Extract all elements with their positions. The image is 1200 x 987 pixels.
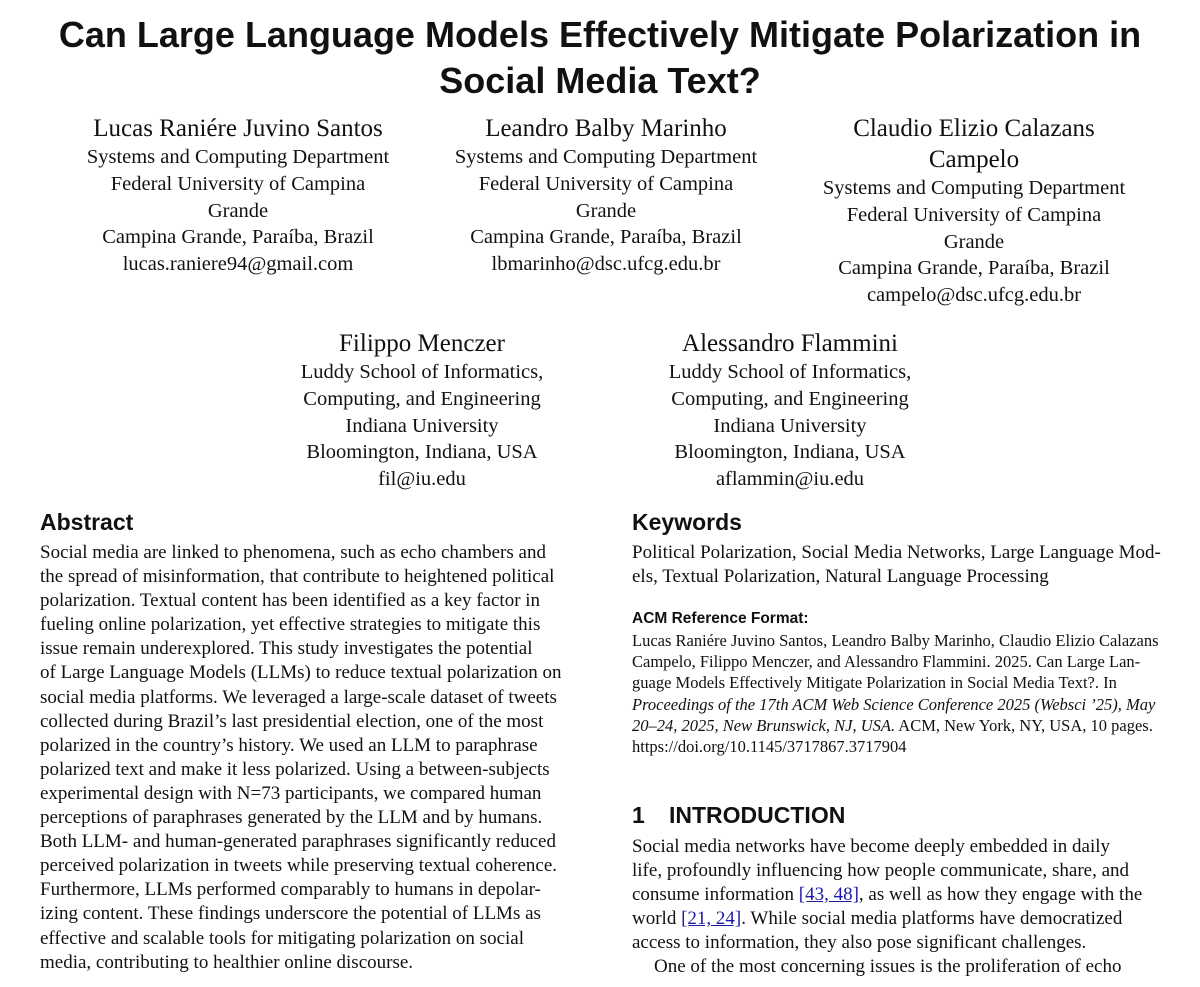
author-location: Campina Grande, Paraíba, Brazil	[102, 226, 374, 249]
title-line: Can Large Language Models Effectively Mitigate Polarization in	[58, 14, 1142, 55]
keywords-line: Political Polarization, Social Media Networks, Large Language Mod-	[632, 542, 1161, 563]
author-institution: Grande	[943, 230, 1005, 253]
author-institution: Federal University of Campina	[110, 172, 366, 195]
abstract-line: fueling online polarization, yet effective strategies to mitigate this	[40, 614, 541, 636]
intro-line	[632, 883, 1177, 907]
author-location: Bloomington, Indiana, USA	[674, 441, 906, 464]
abstract-line: experimental design with N=73 participants, we compared human	[40, 782, 542, 804]
proceedings-title: Proceedings of the 17th ACM Web Science Conference 2025 (Websci ’25), May	[632, 694, 1156, 714]
abstract-line: effective and scalable tools for mitigating polarization on social	[40, 927, 524, 949]
citation-link[interactable]: [43, 48]	[798, 884, 859, 906]
intro-line	[632, 907, 1177, 931]
abstract-line: the spread of misinformation, that contribute to heightened political	[40, 566, 555, 588]
acm-reference-line	[632, 694, 1182, 715]
title-line: Social Media Text?	[439, 60, 761, 101]
intro-text: , as well as how they engage with the	[858, 884, 1143, 906]
author-email[interactable]: lbmarinho@dsc.ufcg.edu.br	[491, 253, 721, 276]
author-department: Computing, and Engineering	[671, 387, 909, 410]
acm-reference-body	[632, 630, 1182, 757]
author-block	[436, 113, 776, 278]
abstract-line: issue remain underexplored. This study investigates the potential	[40, 638, 533, 660]
author-name: Claudio Elizio Calazans	[853, 115, 1095, 142]
introduction-body	[632, 835, 1177, 980]
abstract-line: of Large Language Models (LLMs) to reduce textual polarization on	[40, 662, 562, 684]
section-title: INTRODUCTION	[669, 802, 846, 828]
author-institution: Federal University of Campina	[846, 203, 1102, 226]
keywords-heading: Keywords	[632, 509, 742, 535]
author-block	[800, 113, 1148, 309]
acm-reference-heading: ACM Reference Format:	[632, 610, 809, 627]
paper-title	[0, 12, 1200, 104]
author-department: Computing, and Engineering	[303, 387, 541, 410]
abstract-line: collected during Brazil’s last presidential election, one of the most	[40, 710, 544, 732]
author-institution: Grande	[207, 199, 269, 222]
intro-text: consume information	[632, 884, 799, 906]
intro-line: life, profoundly influencing how people communicate, share, and	[632, 860, 1130, 882]
author-location: Bloomington, Indiana, USA	[306, 441, 538, 464]
author-department: Systems and Computing Department	[454, 146, 758, 168]
abstract-line: polarized in the country’s history. We used an LLM to paraphrase	[40, 734, 538, 756]
author-institution: Grande	[575, 199, 637, 222]
author-email[interactable]: fil@iu.edu	[378, 468, 466, 491]
publisher-info: ACM, New York, NY, USA, 10 pages.	[895, 715, 1153, 735]
author-block	[70, 113, 406, 278]
abstract-line: polarization. Textual content has been identified as a key factor in	[40, 590, 541, 612]
abstract-body	[40, 541, 585, 975]
author-email[interactable]: lucas.raniere94@gmail.com	[122, 253, 354, 276]
acm-reference-line: Campelo, Filippo Menczer, and Alessandro Flammini. 2025. Can Large Lan-	[632, 652, 1141, 672]
author-email[interactable]: aflammin@iu.edu	[715, 468, 865, 491]
intro-line: One of the most concerning issues is the proliferation of echo	[654, 956, 1122, 978]
intro-line: Social media networks have become deeply embedded in daily	[632, 836, 1111, 857]
author-department: Systems and Computing Department	[822, 177, 1126, 199]
abstract-line: perceptions of paraphrases generated by the LLM and by humans.	[40, 807, 543, 829]
abstract-line: Social media are linked to phenomena, such as echo chambers and	[40, 542, 546, 563]
abstract-heading: Abstract	[40, 509, 134, 535]
author-institution: Indiana University	[713, 414, 867, 437]
abstract-line: Both LLM- and human-generated paraphrases significantly reduced	[40, 831, 556, 853]
abstract-line: media, contributing to healthier online discourse.	[40, 951, 414, 973]
abstract-line: izing content. These findings underscore the potential of LLMs as	[40, 903, 541, 925]
intro-line: access to information, they also pose significant challenges.	[632, 932, 1087, 954]
author-institution: Indiana University	[345, 414, 499, 437]
author-department: Luddy School of Informatics,	[300, 361, 544, 383]
introduction-heading	[632, 800, 845, 830]
author-location: Campina Grande, Paraíba, Brazil	[838, 257, 1110, 280]
author-email[interactable]: campelo@dsc.ufcg.edu.br	[866, 284, 1082, 307]
keywords-body	[632, 541, 1177, 589]
section-number: 1	[632, 802, 645, 828]
author-department: Systems and Computing Department	[86, 146, 390, 168]
acm-reference-line	[632, 715, 1182, 736]
abstract-line: perceived polarization in tweets while preserving textual coherence.	[40, 855, 557, 877]
intro-text: world	[632, 908, 682, 930]
author-name: Filippo Menczer	[339, 330, 505, 357]
abstract-line: polarized text and make it less polarized. Using a between-subjects	[40, 758, 550, 780]
author-name: Campelo	[928, 146, 1020, 173]
author-name: Alessandro Flammini	[682, 330, 898, 357]
author-institution: Federal University of Campina	[478, 172, 734, 195]
acm-reference-line: guage Models Effectively Mitigate Polarization in Social Media Text?. In	[632, 673, 1117, 693]
abstract-line: social media platforms. We leveraged a large-scale dataset of tweets	[40, 686, 557, 708]
doi-link[interactable]: https://doi.org/10.1145/3717867.3717904	[632, 737, 907, 757]
author-block	[284, 328, 560, 493]
proceedings-venue: 20–24, 2025, New Brunswick, NJ, USA.	[632, 715, 896, 735]
author-name: Lucas Raniére Juvino Santos	[93, 115, 383, 142]
acm-reference-line: Lucas Raniére Juvino Santos, Leandro Balby Marinho, Claudio Elizio Calazans	[632, 631, 1159, 650]
keywords-line: els, Textual Polarization, Natural Language Processing	[632, 566, 1049, 588]
intro-text: . While social media platforms have democratized	[741, 908, 1123, 930]
abstract-line: Furthermore, LLMs performed comparably to humans in depolar-	[40, 879, 541, 901]
author-name: Leandro Balby Marinho	[485, 115, 727, 142]
author-location: Campina Grande, Paraíba, Brazil	[470, 226, 742, 249]
citation-link[interactable]: [21, 24]	[681, 908, 742, 930]
author-department: Luddy School of Informatics,	[668, 361, 912, 383]
author-block	[652, 328, 928, 493]
